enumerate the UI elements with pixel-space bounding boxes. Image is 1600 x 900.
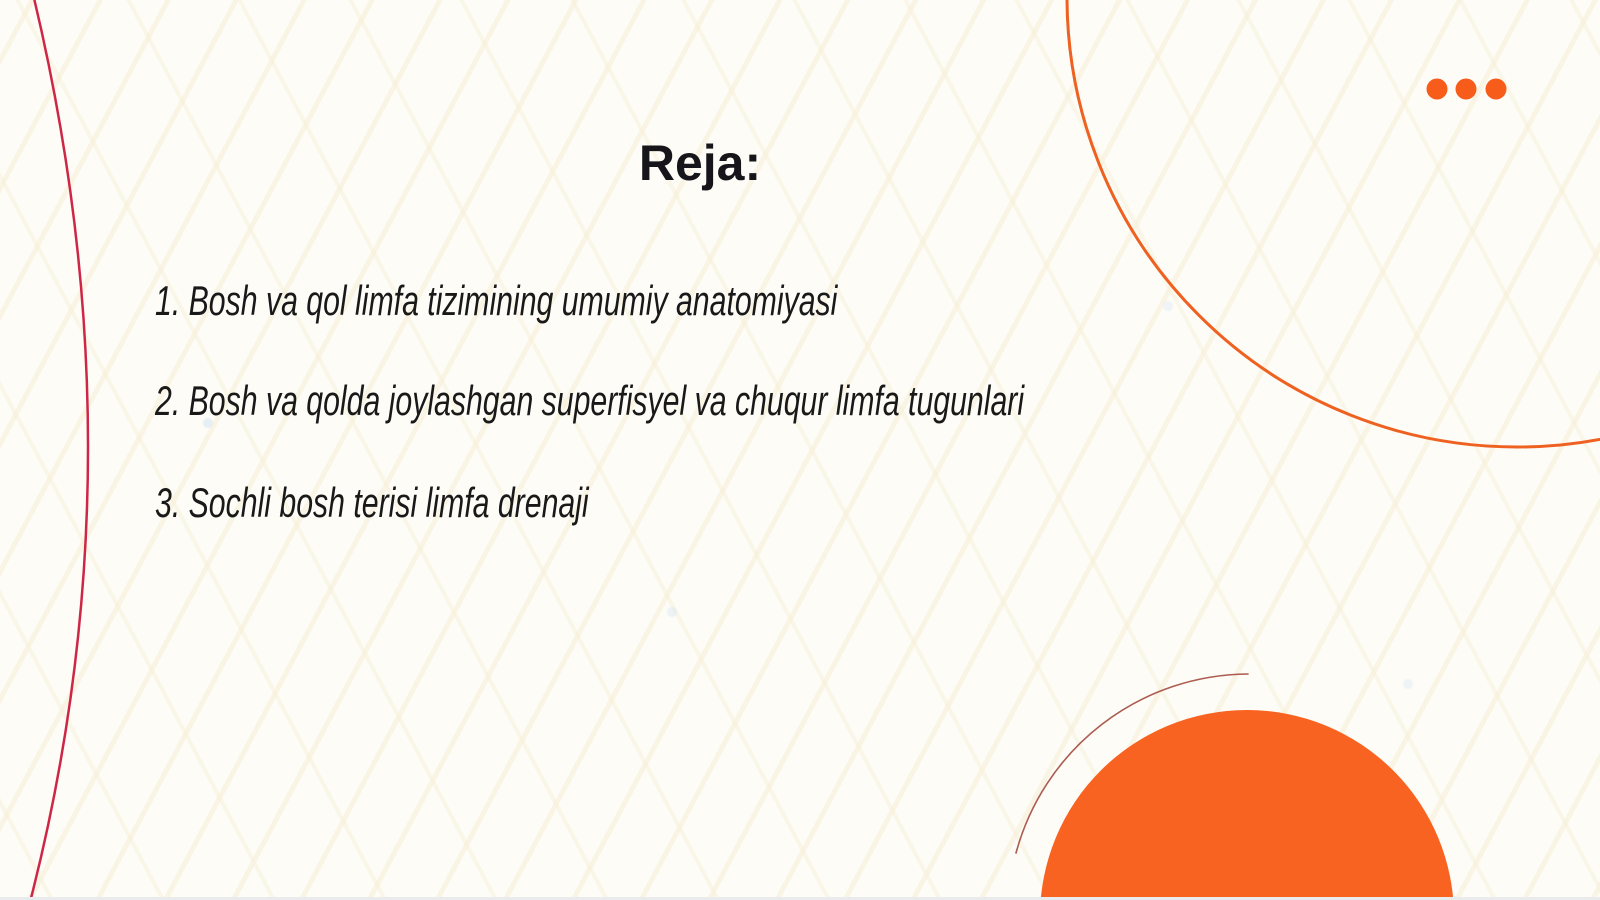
list-item-text: 3. Sochli bosh terisi limfa drenaji [155, 479, 589, 526]
list-item [155, 376, 1362, 426]
list-item-text: 2. Bosh va qolda joylashgan superfisyel va chuqur limfa tugunlari [155, 377, 1025, 424]
list-item [155, 478, 757, 528]
dot-icon [1427, 79, 1448, 100]
slide-title: Reja: [638, 135, 762, 191]
dot-icon [1486, 79, 1507, 100]
dot-icon [1456, 79, 1477, 100]
filled-circle-decoration [1040, 710, 1454, 900]
list-item-text: 1. Bosh va qol limfa tizimining umumiy anatomiyasi [155, 277, 838, 324]
left-curve-line [29, 0, 88, 900]
list-item [155, 276, 1103, 326]
ellipsis-dots-icon [1427, 79, 1507, 100]
